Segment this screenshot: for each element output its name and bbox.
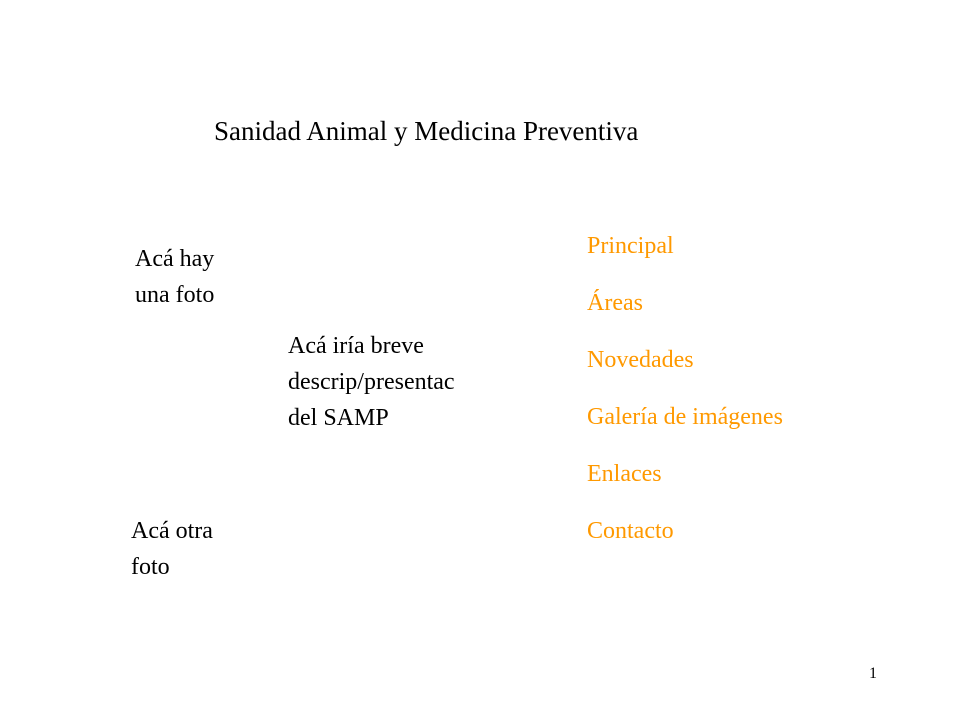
photo-placeholder-2-line-1: Acá otra	[131, 518, 213, 544]
photo-placeholder-1-line-1: Acá hay	[135, 246, 215, 272]
nav-item-contacto[interactable]: Contacto	[587, 518, 674, 544]
nav-item-novedades[interactable]: Novedades	[587, 347, 694, 373]
photo-placeholder-2	[131, 513, 213, 585]
nav-item-enlaces[interactable]: Enlaces	[587, 461, 662, 487]
page-number: 1	[869, 665, 877, 682]
page-title: Sanidad Animal y Medicina Preventiva	[214, 116, 639, 146]
nav-item-galeria[interactable]: Galería de imágenes	[587, 404, 783, 430]
photo-placeholder-1	[135, 241, 214, 313]
photo-placeholder-1-line-2: una foto	[135, 282, 215, 308]
description-line-3: del SAMP	[288, 405, 389, 431]
photo-placeholder-2-line-2: foto	[131, 554, 170, 580]
description-line-1: Acá iría breve	[288, 333, 424, 359]
description-placeholder	[288, 328, 455, 436]
main-nav	[587, 218, 783, 560]
nav-item-areas[interactable]: Áreas	[587, 290, 643, 316]
nav-item-principal[interactable]: Principal	[587, 233, 674, 259]
description-line-2: descrip/presentac	[288, 369, 455, 395]
